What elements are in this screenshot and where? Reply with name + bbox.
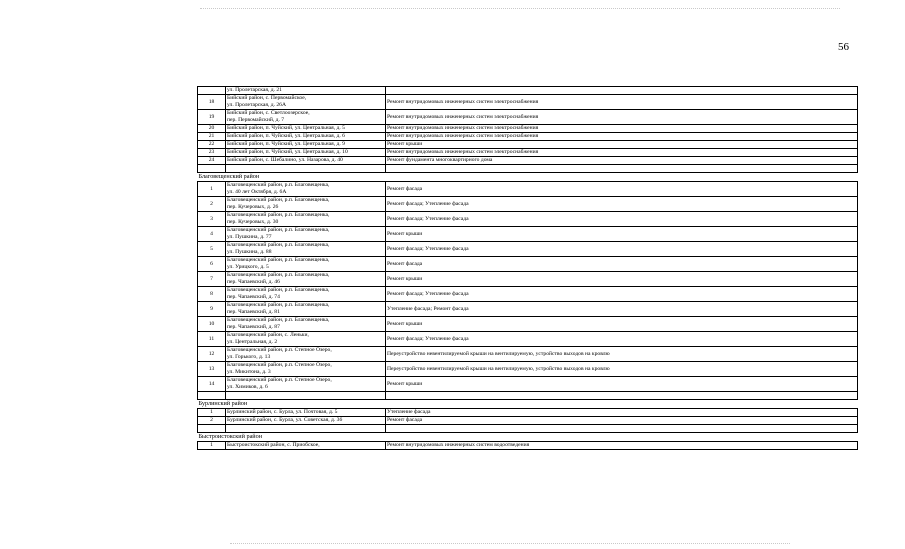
- address-line: Благовещенский район, р.п. Благовещенка,: [227, 257, 330, 264]
- address-line: пер. Кучеровых, д. 26: [227, 204, 279, 210]
- address-line: Благовещенский район, р.п. Благовещенка,: [227, 227, 330, 234]
- address-cell: [226, 317, 386, 332]
- row-number: 18: [198, 95, 226, 110]
- address-line: пер. Чапаевский, д. 81: [227, 309, 280, 315]
- table-row: [198, 272, 858, 287]
- address-cell: [226, 197, 386, 212]
- address-line: Бийский район, п. Чуйский, ул. Центральная, д. 9: [227, 141, 345, 148]
- address-line: Благовещенский район, р.п. Благовещенка,: [227, 182, 330, 189]
- empty-cell: [198, 392, 226, 400]
- address-cell: [226, 287, 386, 302]
- row-number: 9: [198, 302, 226, 317]
- table-row: [198, 287, 858, 302]
- top-scan-edge: [200, 8, 840, 9]
- row-number: 10: [198, 317, 226, 332]
- table-row: [198, 157, 858, 165]
- work-type-cell: Ремонт крыши: [386, 227, 858, 242]
- address-line: Бийский район, с. Светлоозерское,: [227, 110, 310, 117]
- address-line: Бийский район, п. Чуйский, ул. Центральная, д. 5: [227, 125, 345, 132]
- work-type-cell: Ремонт фасада: [386, 417, 858, 425]
- section-title: Бурлинский район: [198, 400, 858, 409]
- table-row: [198, 227, 858, 242]
- address-line: Бурлинский район, с. Бурла, ул. Почтовая, д. 5: [227, 409, 338, 416]
- table-row: [198, 125, 858, 133]
- address-cell: [226, 302, 386, 317]
- empty-cell: [226, 392, 386, 400]
- table-row: [198, 257, 858, 272]
- address-line: Бурлинский район, с. Бурла, ул. Советская, д. 36: [227, 417, 343, 424]
- section-heading-row: [198, 433, 858, 442]
- row-number: 11: [198, 332, 226, 347]
- address-line: Благовещенский район, р.п. Благовещенка,: [227, 272, 330, 279]
- address-line: пер. Первомайский, д. 7: [227, 117, 285, 123]
- table-row: [198, 347, 858, 362]
- row-number: 5: [198, 242, 226, 257]
- address-line: ул. Пролетарская, д. 26А: [227, 102, 287, 108]
- address-line: пер. Чапаевский, д. 46: [227, 279, 280, 285]
- address-cell: [226, 442, 386, 450]
- address-line: Благовещенский район, р.п. Благовещенка,: [227, 242, 330, 249]
- address-line: ул. Микитона, д. 3: [227, 369, 271, 375]
- empty-cell: [386, 425, 858, 433]
- work-type-cell: [386, 87, 858, 95]
- section-heading-row: [198, 400, 858, 409]
- address-line: Благовещенский район, р.п. Степное Озеро,: [227, 377, 332, 384]
- address-cell: [226, 149, 386, 157]
- address-line: пер. Кучеровых, д. 30: [227, 219, 279, 225]
- empty-cell: [386, 165, 858, 173]
- row-number: 22: [198, 141, 226, 149]
- row-number: 8: [198, 287, 226, 302]
- address-cell: [226, 227, 386, 242]
- address-line: ул. Пушкина, д. 88: [227, 249, 272, 255]
- work-type-cell: Переустройство невентилируемой крыши на вентилируемую, устройство выходов на кровлю: [386, 347, 858, 362]
- address-line: Благовещенский район, р.п. Благовещенка,: [227, 197, 330, 204]
- work-type-cell: Ремонт крыши: [386, 141, 858, 149]
- address-line: Благовещенский район, с. Леньки,: [227, 332, 309, 339]
- address-line: ул. Пролетарская, д. 21: [227, 87, 282, 94]
- table-row: [198, 377, 858, 392]
- table-row: [198, 197, 858, 212]
- address-line: пер. Чапаевский, д. 87: [227, 324, 280, 330]
- address-cell: [226, 141, 386, 149]
- address-line: ул. Пушкина, д. 77: [227, 234, 272, 240]
- address-cell: [226, 182, 386, 197]
- table-row: [198, 242, 858, 257]
- address-cell: [226, 133, 386, 141]
- work-type-cell: Ремонт фасада; Утепление фасада: [386, 332, 858, 347]
- row-number: 4: [198, 227, 226, 242]
- row-number: 2: [198, 197, 226, 212]
- table-row: [198, 362, 858, 377]
- empty-cell: [226, 425, 386, 433]
- address-line: ул. Горького, д. 13: [227, 354, 271, 360]
- table-row: [198, 442, 858, 450]
- row-number: 7: [198, 272, 226, 287]
- table-row: [198, 212, 858, 227]
- address-line: Благовещенский район, р.п. Благовещенка,: [227, 302, 330, 309]
- row-number: 23: [198, 149, 226, 157]
- table-row: [198, 149, 858, 157]
- page-number: 56: [838, 41, 849, 53]
- row-number: 21: [198, 133, 226, 141]
- section-gap: [198, 425, 858, 433]
- table-row: [198, 182, 858, 197]
- work-type-cell: Ремонт внутридомовых инженерных систем водоотведения: [386, 442, 858, 450]
- row-number: 12: [198, 347, 226, 362]
- row-number: 19: [198, 110, 226, 125]
- work-type-cell: Ремонт фундамента многоквартирного дома: [386, 157, 858, 165]
- section-title: Благовещенский район: [198, 173, 858, 182]
- address-cell: [226, 157, 386, 165]
- address-line: Благовещенский район, р.п. Степное Озеро,: [227, 362, 332, 369]
- works-table-sheet: [197, 86, 857, 450]
- work-type-cell: Ремонт внутридомовых инженерных систем электроснабжения: [386, 149, 858, 157]
- address-line: Благовещенский район, р.п. Благовещенка,: [227, 287, 330, 294]
- empty-cell: [198, 425, 226, 433]
- address-cell: [226, 347, 386, 362]
- work-type-cell: Ремонт внутридомовых инженерных систем электроснабжения: [386, 110, 858, 125]
- address-cell: [226, 417, 386, 425]
- address-cell: [226, 87, 386, 95]
- table-row: [198, 417, 858, 425]
- table-row: [198, 141, 858, 149]
- address-line: ул. Урицкого, д. 5: [227, 264, 269, 270]
- address-cell: [226, 362, 386, 377]
- empty-cell: [386, 392, 858, 400]
- work-type-cell: Ремонт внутридомовых инженерных систем электроснабжения: [386, 95, 858, 110]
- address-line: ул. Химиков, д. 6: [227, 384, 268, 390]
- address-line: Бийский район, с. Первомайское,: [227, 95, 307, 102]
- address-cell: [226, 125, 386, 133]
- address-cell: [226, 257, 386, 272]
- section-title: Быстроистокский район: [198, 433, 858, 442]
- address-cell: [226, 242, 386, 257]
- work-type-cell: Ремонт крыши: [386, 377, 858, 392]
- address-cell: [226, 212, 386, 227]
- table-row: [198, 133, 858, 141]
- works-table: [197, 86, 858, 450]
- row-number: 2: [198, 417, 226, 425]
- row-number: 13: [198, 362, 226, 377]
- address-cell: [226, 377, 386, 392]
- work-type-cell: Ремонт внутридомовых инженерных систем электроснабжения: [386, 133, 858, 141]
- address-line: Благовещенский район, р.п. Благовещенка,: [227, 317, 330, 324]
- bottom-scan-edge: [230, 543, 790, 544]
- address-line: ул. 40 лет Октября, д. 6А: [227, 189, 287, 195]
- work-type-cell: Ремонт фасада; Утепление фасада: [386, 287, 858, 302]
- address-cell: [226, 409, 386, 417]
- work-type-cell: Ремонт фасада; Утепление фасада: [386, 212, 858, 227]
- empty-cell: [226, 165, 386, 173]
- address-line: Бийский район, с. Шебалино, ул. Назарова, д. 40: [227, 157, 343, 164]
- table-row: [198, 302, 858, 317]
- table-row: [198, 95, 858, 110]
- work-type-cell: Утепление фасада; Ремонт фасада: [386, 302, 858, 317]
- address-cell: [226, 95, 386, 110]
- row-number: 6: [198, 257, 226, 272]
- address-line: Быстроистокский район, с. Приобское,: [227, 442, 320, 449]
- row-number: 14: [198, 377, 226, 392]
- row-number: [198, 87, 226, 95]
- row-number: 24: [198, 157, 226, 165]
- section-gap: [198, 165, 858, 173]
- address-line: Бийский район, п. Чуйский, ул. Центральная, д. 6: [227, 133, 345, 140]
- work-type-cell: Переустройство невентилируемой крыши на вентилируемую, устройство выходов на кровлю: [386, 362, 858, 377]
- address-line: ул. Центральная, д. 2: [227, 339, 278, 345]
- work-type-cell: Ремонт фасада: [386, 182, 858, 197]
- row-number: 1: [198, 182, 226, 197]
- work-type-cell: Ремонт фасада; Утепление фасада: [386, 242, 858, 257]
- work-type-cell: Ремонт крыши: [386, 317, 858, 332]
- empty-cell: [198, 165, 226, 173]
- work-type-cell: Ремонт внутридомовых инженерных систем электроснабжения: [386, 125, 858, 133]
- table-row: [198, 332, 858, 347]
- work-type-cell: Ремонт фасада: [386, 257, 858, 272]
- address-cell: [226, 332, 386, 347]
- section-gap: [198, 392, 858, 400]
- section-heading-row: [198, 173, 858, 182]
- address-line: Благовещенский район, р.п. Степное Озеро,: [227, 347, 332, 354]
- table-row: [198, 317, 858, 332]
- table-row: [198, 110, 858, 125]
- row-number: 1: [198, 442, 226, 450]
- row-number: 1: [198, 409, 226, 417]
- table-row: [198, 409, 858, 417]
- work-type-cell: Ремонт фасада; Утепление фасада: [386, 197, 858, 212]
- address-line: Благовещенский район, р.п. Благовещенка,: [227, 212, 330, 219]
- row-number: 20: [198, 125, 226, 133]
- address-line: Бийский район, п. Чуйский, ул. Центральная, д. 10: [227, 149, 348, 156]
- address-cell: [226, 272, 386, 287]
- work-type-cell: Ремонт крыши: [386, 272, 858, 287]
- table-row: [198, 87, 858, 95]
- address-line: пер. Чапаевский, д. 74: [227, 294, 280, 300]
- row-number: 3: [198, 212, 226, 227]
- work-type-cell: Утепление фасада: [386, 409, 858, 417]
- address-cell: [226, 110, 386, 125]
